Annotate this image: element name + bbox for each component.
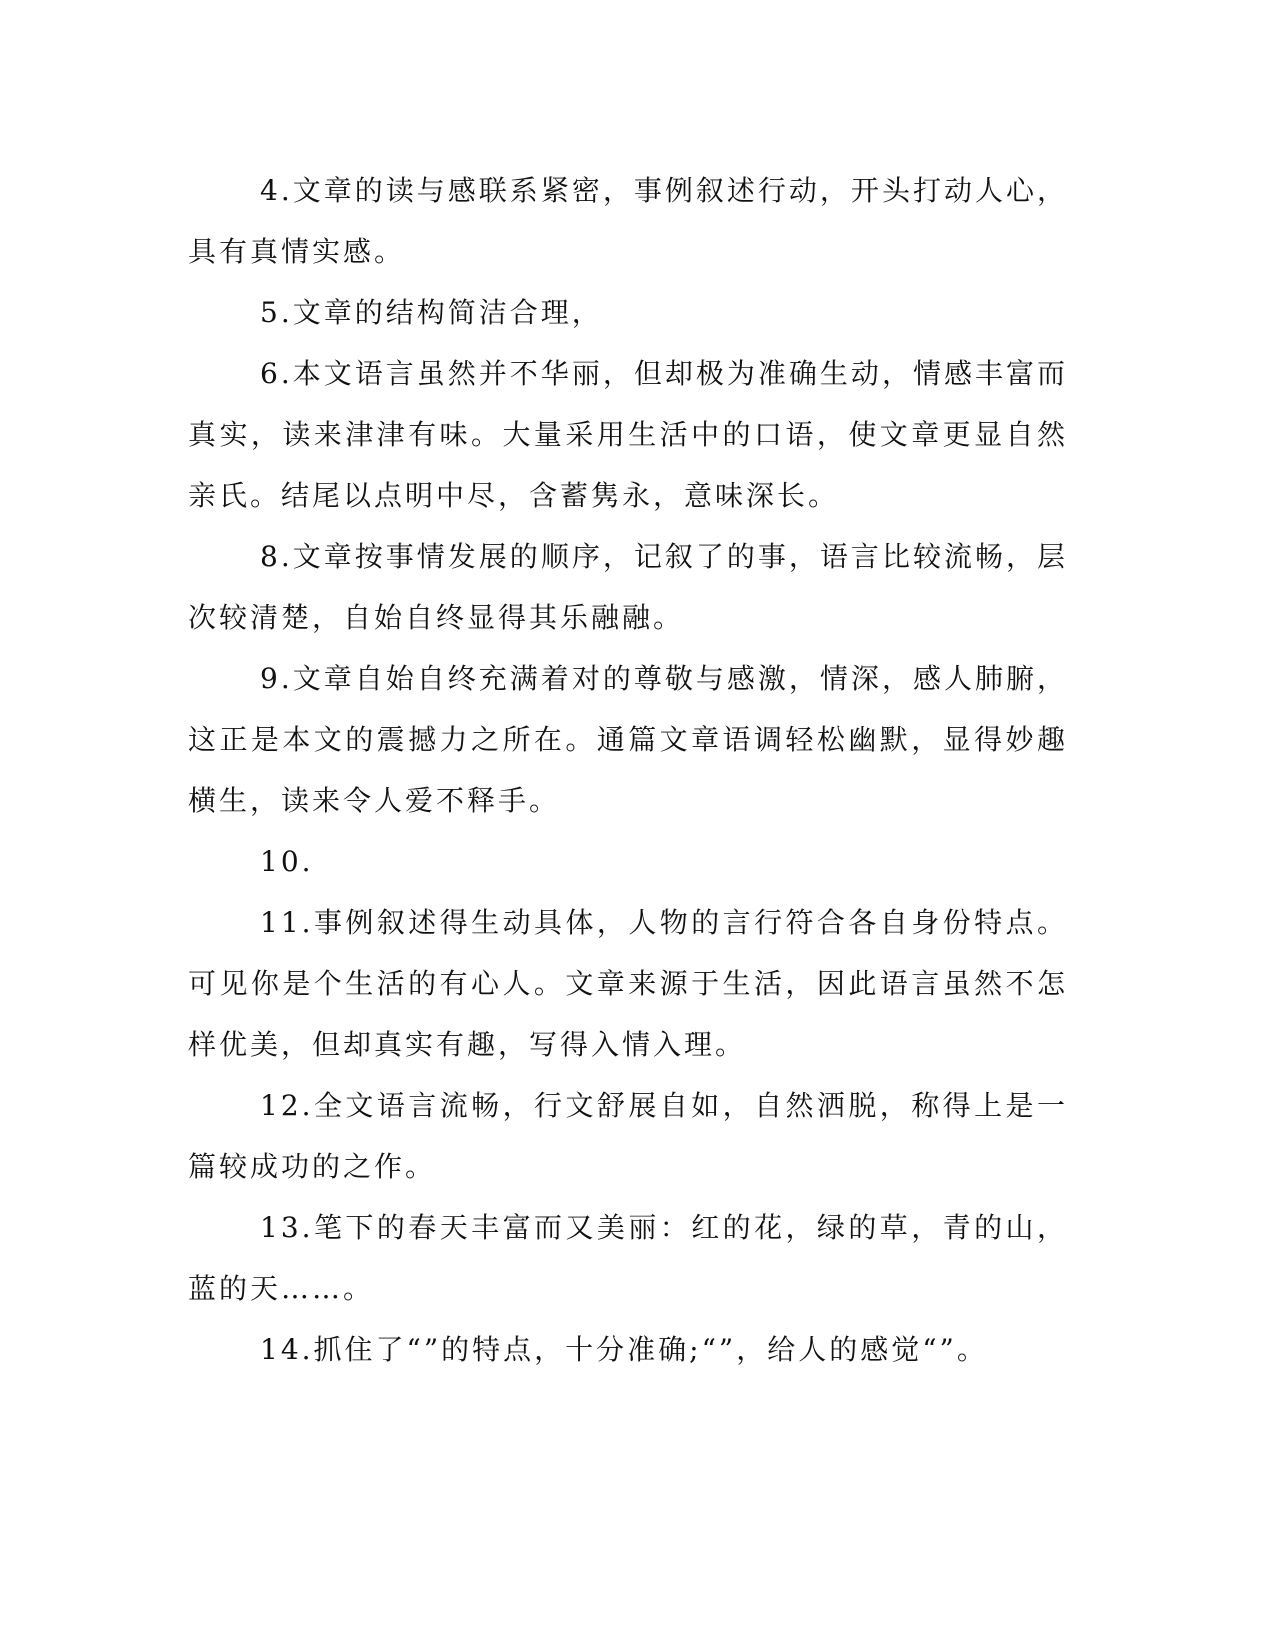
paragraph-10: 10. [260, 845, 314, 878]
paragraph-6: 6.本文语言虽然并不华丽，但却极为准确生动，情感丰富而真实，读来津津有味。大量采用生活中的口语，使文章更显自然亲氏。结尾以点明中尽，含蓄隽永，意味深长。 [188, 357, 1068, 512]
paragraph-9: 9.文章自始自终充满着对的尊敬与感激，情深，感人肺腑，这正是本文的震撼力之所在。通篇文章语调轻松幽默，显得妙趣横生，读来令人爱不释手。 [188, 662, 1068, 817]
paragraph-8: 8.文章按事情发展的顺序，记叙了的事，语言比较流畅，层次较清楚，自始自终显得其乐融融。 [188, 540, 1068, 634]
paragraph-14: 14.抓住了“”的特点，十分准确;“”，给人的感觉“”。 [260, 1333, 988, 1366]
paragraph-11: 11.事例叙述得生动具体，人物的言行符合各自身份特点。可见你是个生活的有心人。文章来源于生活，因此语言虽然不怎样优美，但却真实有趣，写得入情入理。 [188, 906, 1068, 1061]
paragraph-13: 13.笔下的春天丰富而又美丽：红的花，绿的草，青的山，蓝的天……。 [188, 1211, 1068, 1305]
paragraph-4: 4.文章的读与感联系紧密，事例叙述行动，开头打动人心，具有真情实感。 [188, 174, 1068, 268]
document-body [188, 160, 1068, 1380]
paragraph-5: 5.文章的结构简洁合理， [260, 296, 603, 329]
paragraph-12: 12.全文语言流畅，行文舒展自如，自然洒脱，称得上是一篇较成功的之作。 [188, 1089, 1068, 1183]
